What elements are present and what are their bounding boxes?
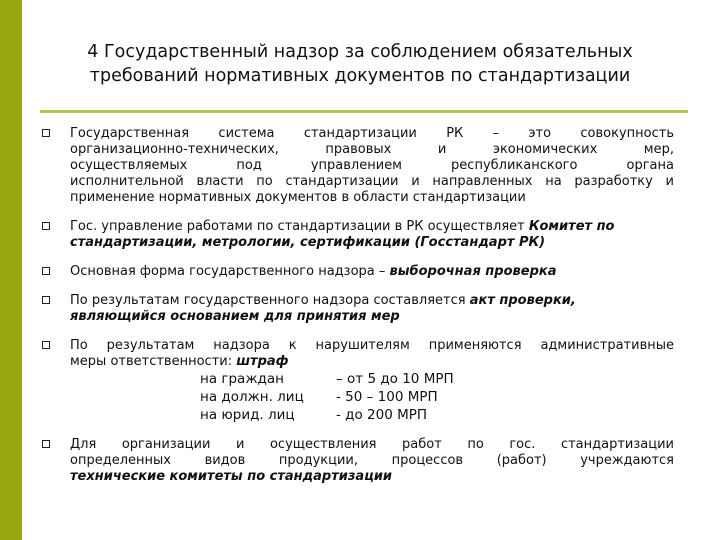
bullet-list [40,126,674,498]
fines-table [70,370,674,424]
checkbox-bullet-icon [42,341,50,349]
bullet-item [40,437,674,485]
emphasis-text: стандартизации, метрологии, сертификации (Госстандарт РК) [70,235,546,250]
fine-amount: - 50 – 100 МРП [336,389,438,405]
title-line-2: требований нормативных документов по стандартизации [89,66,631,86]
bullet-text: Основная форма государственного надзора – [70,264,390,279]
emphasis-text: являющийся основанием для принятия мер [70,309,400,324]
bullet-item [40,293,674,325]
checkbox-bullet-icon [42,440,50,448]
bullet-text: Государственная система стандартизации РК – это совокупность [70,126,674,141]
bullet-text: По результатам государственного надзора составляется [70,293,470,308]
checkbox-bullet-icon [42,267,50,275]
title-line-1: 4 Государственный надзор за соблюдением обязательных [87,42,633,62]
checkbox-bullet-icon [42,222,50,230]
accent-sidebar [0,0,22,540]
bullet-text: определенных видов продукции, процессов (работ) учреждаются [70,453,674,468]
checkbox-bullet-icon [42,129,50,137]
checkbox-bullet-icon [42,296,50,304]
bullet-text: применение нормативных документов в области стандартизации [70,190,526,205]
bullet-item [40,264,674,280]
fine-amount: – от 5 до 10 МРП [336,371,454,387]
bullet-text: меры ответственности: [70,354,237,369]
emphasis-text: технические комитеты по стандартизации [70,469,393,484]
fine-target: на граждан [200,371,284,387]
emphasis-text: штраф [236,354,289,369]
fine-amount: - до 200 МРП [336,407,428,423]
emphasis-text: акт проверки, [469,293,576,308]
slide-title [40,40,680,88]
bullet-text: Гос. управление работами по стандартизации в РК осуществляет [70,219,529,234]
bullet-text: исполнительной власти по стандартизации и направленных на разработку и [70,174,674,189]
fine-row [200,406,674,424]
bullet-item [40,219,674,251]
emphasis-text: выборочная проверка [389,264,557,279]
fine-row [200,388,674,406]
bullet-text: осуществляемых под управлением республиканского органа [70,158,674,173]
bullet-text: организационно-технических, правовых и экономических мер, [70,142,674,157]
emphasis-text: Комитет по [528,219,615,234]
fine-target: на юрид. лиц [200,407,295,423]
bullet-item [40,338,674,424]
bullet-text: По результатам надзора к нарушителям применяются административные [70,338,674,353]
bullet-text: Для организации и осуществления работ по гос. стандартизации [70,437,674,452]
fine-row [200,370,674,388]
bullet-item [40,126,674,206]
fine-target: на должн. лиц [200,389,304,405]
title-divider [40,110,688,113]
